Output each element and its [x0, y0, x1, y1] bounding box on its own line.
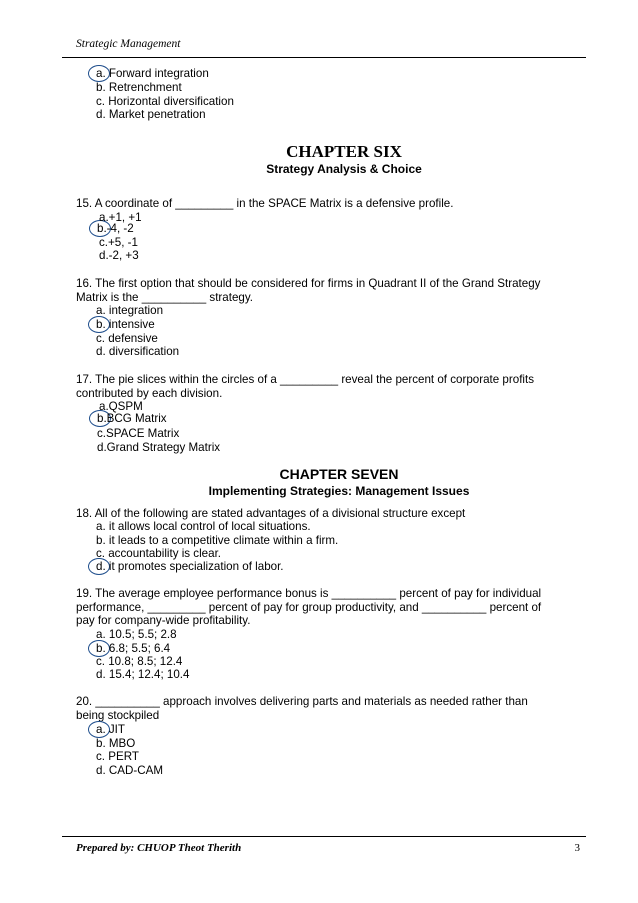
option-c: c. defensive	[96, 332, 158, 345]
chapter-seven-subtitle: Implementing Strategies: Management Issues	[208, 484, 470, 498]
option-d: d. Market penetration	[96, 108, 206, 121]
question-text: 20. __________ approach involves delivering parts and materials as needed rather than	[76, 695, 528, 708]
question-text: contributed by each division.	[76, 387, 223, 400]
option-a: a. JIT	[96, 723, 125, 736]
option-a: a. Forward integration	[96, 67, 209, 80]
question-text: 18. All of the following are stated advantages of a divisional structure except	[76, 507, 466, 520]
option-d: d. diversification	[96, 345, 180, 358]
option-d: d. CAD-CAM	[96, 764, 163, 777]
option-b: b. 6.8; 5.5; 6.4	[96, 642, 171, 655]
question-text: 17. The pie slices within the circles of a _________ reveal the percent of corporate profits	[76, 373, 535, 386]
option-c: c. PERT	[96, 750, 139, 763]
option-d: d. 15.4; 12.4; 10.4	[96, 668, 190, 681]
option-b: b.BCG Matrix	[97, 412, 167, 425]
option-b: b. Retrenchment	[96, 81, 182, 94]
option-b: b. MBO	[96, 737, 136, 750]
option-d: d.Grand Strategy Matrix	[97, 441, 221, 454]
option-c: c. 10.8; 8.5; 12.4	[96, 655, 183, 668]
question-text: 19. The average employee performance bonus is __________ percent of pay for individual	[76, 587, 542, 600]
option-a: a. integration	[96, 304, 164, 317]
option-b: b. intensive	[96, 318, 155, 331]
page-number: 3	[574, 842, 580, 854]
option-c: c.+5, -1	[99, 236, 138, 249]
option-a: a.+1, +1	[99, 211, 142, 224]
option-b: b. it leads to a competitive climate within a firm.	[96, 534, 339, 547]
chapter-six-title: CHAPTER SIX	[286, 142, 402, 161]
question-text: 16. The first option that should be considered for firms in Quadrant II of the Grand Strategy	[76, 277, 541, 290]
question-text: being stockpiled	[76, 709, 160, 722]
footer-prepared-by: Prepared by: CHUOP Theot Therith	[76, 842, 242, 854]
chapter-six-subtitle: Strategy Analysis & Choice	[266, 162, 422, 176]
option-c: c.SPACE Matrix	[97, 427, 180, 440]
option-c: c. Horizontal diversification	[96, 95, 234, 108]
question-text: pay for company-wide profitability.	[76, 614, 251, 627]
question-text: 15. A coordinate of _________ in the SPACE Matrix is a defensive profile.	[76, 197, 454, 210]
option-b: b.-4, -2	[97, 222, 134, 235]
option-a: a. 10.5; 5.5; 2.8	[96, 628, 177, 641]
option-a: a.QSPM	[99, 400, 143, 413]
header-rule	[62, 57, 586, 58]
question-text: Matrix is the __________ strategy.	[76, 291, 254, 304]
option-d: d. it promotes specialization of labor.	[96, 560, 284, 573]
footer-rule	[62, 836, 586, 837]
option-d: d.-2, +3	[99, 249, 139, 262]
option-c: c. accountability is clear.	[96, 547, 222, 560]
question-text: performance, _________ percent of pay for group productivity, and __________ percent of	[76, 601, 542, 614]
chapter-seven-title: CHAPTER SEVEN	[279, 466, 399, 482]
option-a: a. it allows local control of local situations.	[96, 520, 311, 533]
running-header: Strategic Management	[76, 38, 181, 50]
